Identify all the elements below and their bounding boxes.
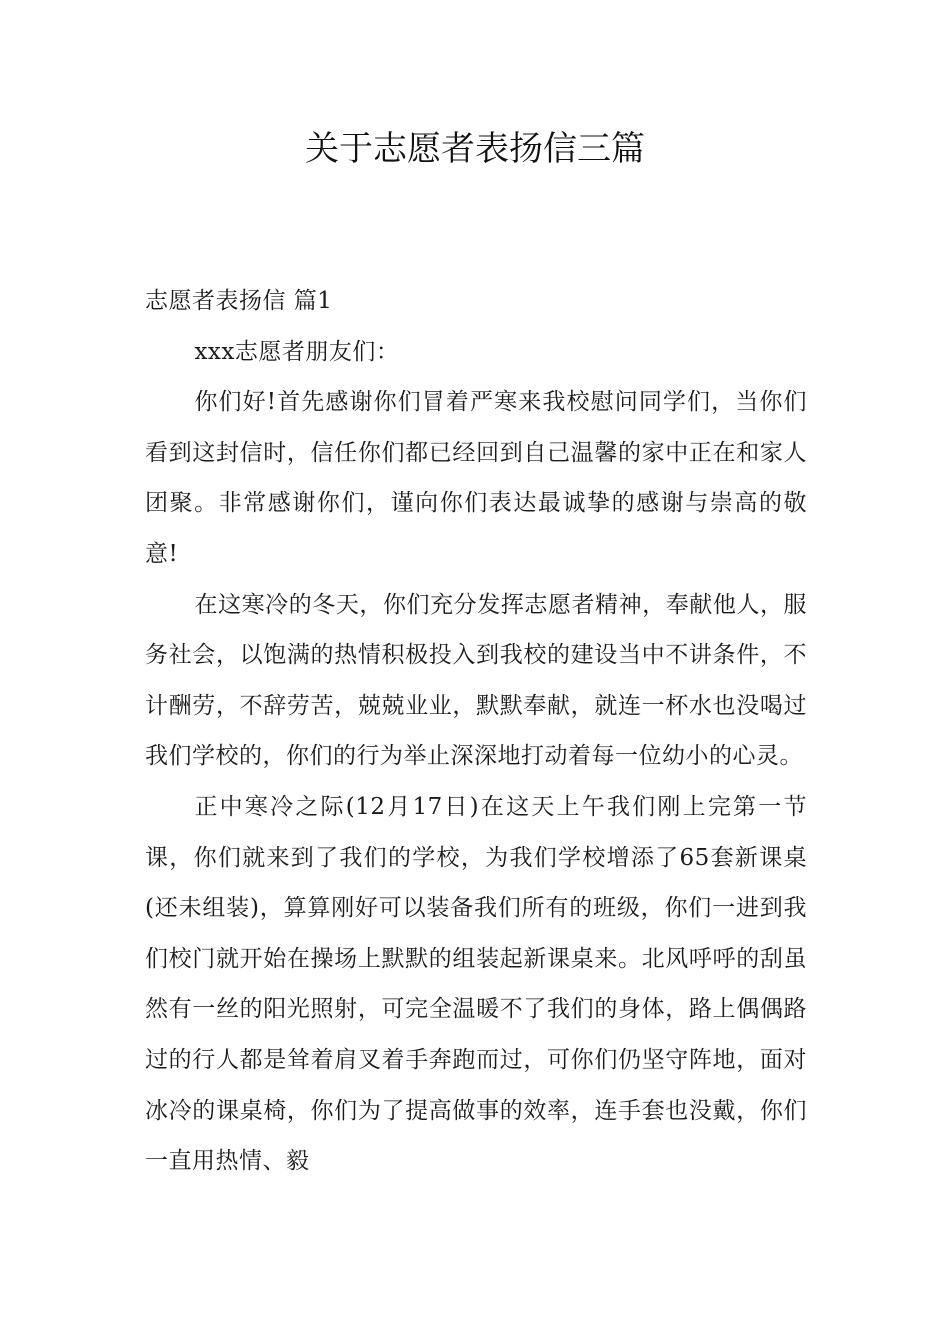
document-body bbox=[145, 276, 807, 1187]
section-heading: 志愿者表扬信 篇1 bbox=[145, 288, 333, 314]
document-title: 关于志愿者表扬信三篇 bbox=[305, 129, 645, 169]
paragraph-1: 你们好!首先感谢你们冒着严寒来我校慰问同学们，当你们看到这封信时，信任你们都已经回到自己温馨的家中正在和家人团聚。非常感谢你们，谨向你们表达最诚挚的感谢与崇高的敬意! bbox=[145, 389, 807, 567]
paragraph-3: 正中寒冷之际(12月17日)在这天上午我们刚上完第一节课，你们就来到了我们的学校，为我们学校增添了65套新课桌(还未组装)，算算刚好可以装备我们所有的班级，你们一进到我们校门就开始在操场上默默的组装起新课桌来。北风呼呼的刮虽然有一丝的阳光照射，可完全温暖不了我们的身体，路上偶偶路过的行人都是耸着肩叉着手奔跑而过，可你们仍坚守阵地，面对冰冷的课桌椅，你们为了提高做事的效率，连手套也没戴，你们一直用热情、毅 bbox=[145, 793, 807, 1175]
letter-salutation: xxx志愿者朋友们： bbox=[194, 338, 400, 365]
paragraph-2: 在这寒冷的冬天，你们充分发挥志愿者精神，奉献他人，服务社会，以饱满的热情积极投入到我校的建设当中不讲条件，不计酬劳，不辞劳苦，兢兢业业，默默奉献，就连一杯水也没喝过我们学校的，你们的行为举止深深地打动着每一位幼小的心灵。 bbox=[145, 591, 807, 770]
